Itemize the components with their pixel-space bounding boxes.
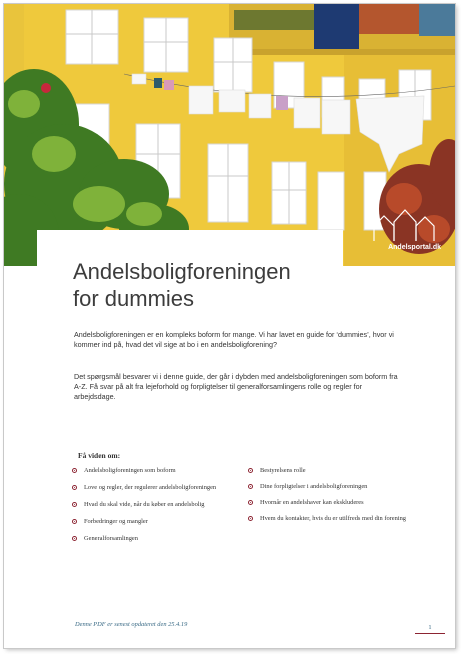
bullet-icon bbox=[72, 519, 77, 524]
topic-item bbox=[72, 517, 242, 527]
topic-item bbox=[72, 483, 242, 493]
update-note: Denne PDF er senest opdateret den 25.4.19 bbox=[75, 621, 188, 628]
topic-label: Hvem du kontakter, hvis du er utilfreds med din forening bbox=[260, 515, 406, 522]
topic-item bbox=[72, 534, 242, 544]
document-page bbox=[4, 4, 455, 648]
topic-item bbox=[248, 482, 413, 492]
topic-label: Andelsboligforeningen som boform bbox=[84, 467, 176, 474]
bullet-icon bbox=[248, 516, 253, 521]
topic-label: Forbedringer og mangler bbox=[84, 518, 148, 525]
document-title bbox=[73, 258, 291, 312]
brand-logo-text: Andelsportal.dk bbox=[388, 244, 441, 251]
topics-list-left bbox=[72, 466, 242, 551]
topic-item bbox=[248, 498, 413, 508]
topic-label: Dine forpligtelser i andelsboligforeningen bbox=[260, 483, 368, 490]
bullet-icon bbox=[248, 468, 253, 473]
topic-label: Bestyrelsens rolle bbox=[260, 467, 306, 474]
title-card bbox=[37, 230, 343, 322]
title-line-2: for dummies bbox=[73, 286, 195, 311]
topic-item bbox=[248, 466, 413, 476]
intro-paragraph-1: Andelsboligforeningen er en kompleks boform for mange. Vi har lavet en guide for ‘dummies’, hvor vi kommer ind på, hvad det vil sige at bo i en andelsboligforening? bbox=[74, 330, 394, 349]
page-number: 1 bbox=[415, 624, 445, 634]
bullet-icon bbox=[72, 485, 77, 490]
bullet-icon bbox=[248, 484, 253, 489]
bullet-icon bbox=[72, 468, 77, 473]
topic-label: Hvornår en andelshaver kan ekskluderes bbox=[260, 499, 364, 506]
bullet-icon bbox=[72, 536, 77, 541]
bullet-icon bbox=[72, 502, 77, 507]
intro-paragraph-2: Det spørgsmål besvarer vi i denne guide, der går i dybden med andelsboligforeningen som boform fra A-Z. Få svar på alt fra lejeforhold og forpligtelser til generalforsamlingens rolle og regler for arbejdsdage. bbox=[74, 372, 398, 401]
cover-photo bbox=[4, 4, 455, 266]
topic-label: Love og regler, der regulerer andelsboligforeningen bbox=[84, 484, 217, 491]
topic-label: Hvad du skal vide, når du køber en andelsbolig bbox=[84, 501, 205, 508]
bullet-icon bbox=[248, 500, 253, 505]
topics-heading: Få viden om: bbox=[78, 451, 121, 460]
title-line-1: Andelsboligforeningen bbox=[73, 259, 291, 284]
topic-item bbox=[72, 466, 242, 476]
topic-label: Generalforsamlingen bbox=[84, 535, 138, 542]
topics-list-right bbox=[248, 466, 413, 530]
topic-item bbox=[72, 500, 242, 510]
topic-item bbox=[248, 514, 413, 524]
